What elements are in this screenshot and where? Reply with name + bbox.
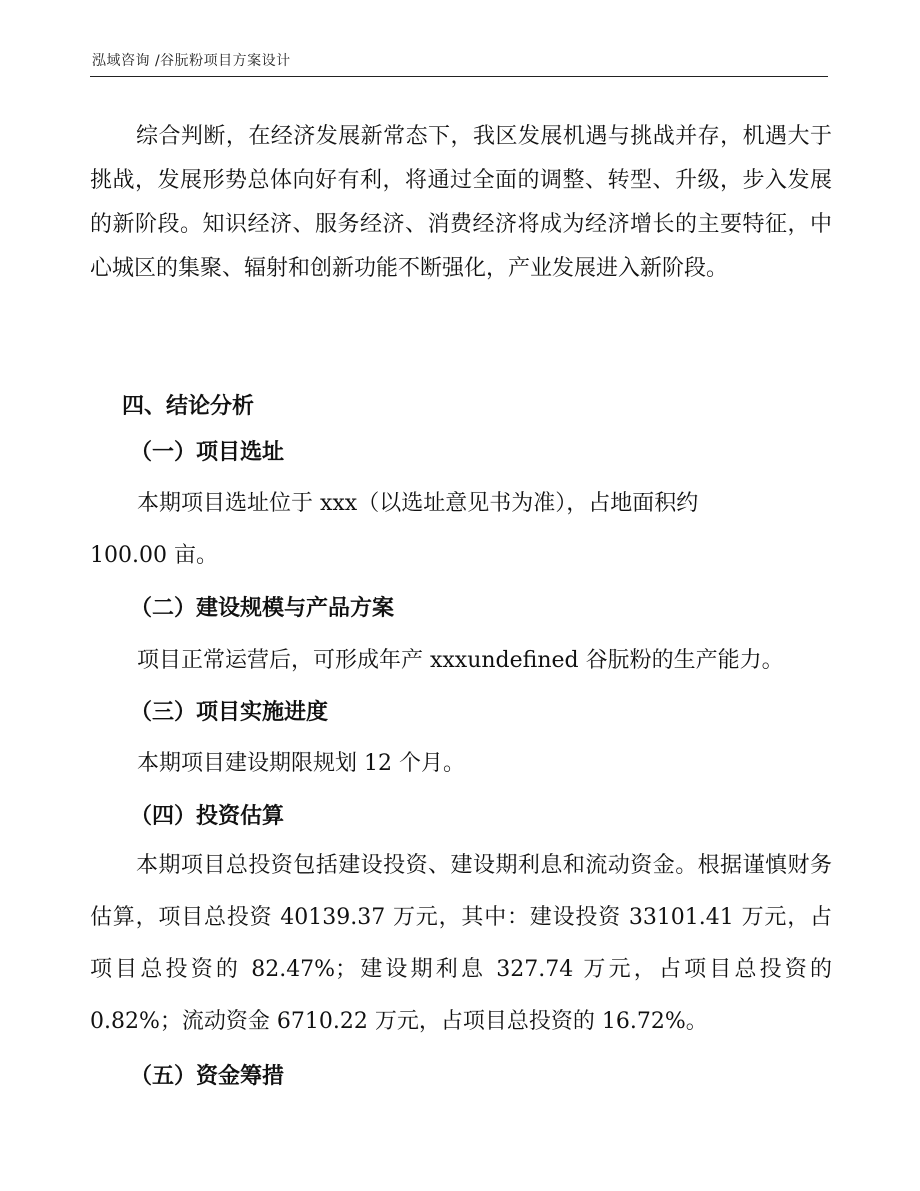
subheading-funding: （五）资金筹措 xyxy=(130,1064,285,1089)
site-text-line-1: 本期项目选址位于 xxx（以选址意见书为准），占地面积约 xyxy=(137,491,699,516)
subheading-site: （一）项目选址 xyxy=(130,440,285,465)
schedule-text: 本期项目建设期限规划 12 个月。 xyxy=(137,751,465,776)
intro-paragraph: 综合判断，在经济发展新常态下，我区发展机遇与挑战并存，机遇大于挑战，发展形势总体向好有利，将通过全面的调整、转型、升级，步入发展的新阶段。知识经济、服务经济、消费经济将成为经济增长的主要特征，中心城区的集聚、辐射和创新功能不断强化，产业发展进入新阶段。 xyxy=(90,124,832,281)
subheading-schedule: （三）项目实施进度 xyxy=(130,700,329,725)
subheading-scale: （二）建设规模与产品方案 xyxy=(130,596,395,621)
header-divider xyxy=(90,76,828,77)
site-text-line-2: 100.00 亩。 xyxy=(90,543,218,568)
running-header: 泓域咨询 /谷朊粉项目方案设计 xyxy=(92,53,291,69)
investment-paragraph: 本期项目总投资包括建设投资、建设期利息和流动资金。根据谨慎财务估算，项目总投资 40139.37 万元，其中：建设投资 33101.41 万元，占项目总投资的 82.47%；建设期利息 327.74 万元，占项目总投资的 0.82%；流动资金 6710.22 万元，占项目总投资的 16.72%。 xyxy=(90,853,832,1034)
scale-text: 项目正常运营后，可形成年产 xxxundefined 谷朊粉的生产能力。 xyxy=(137,648,784,673)
subheading-investment: （四）投资估算 xyxy=(130,804,285,829)
section-heading-conclusion: 四、结论分析 xyxy=(122,394,255,419)
